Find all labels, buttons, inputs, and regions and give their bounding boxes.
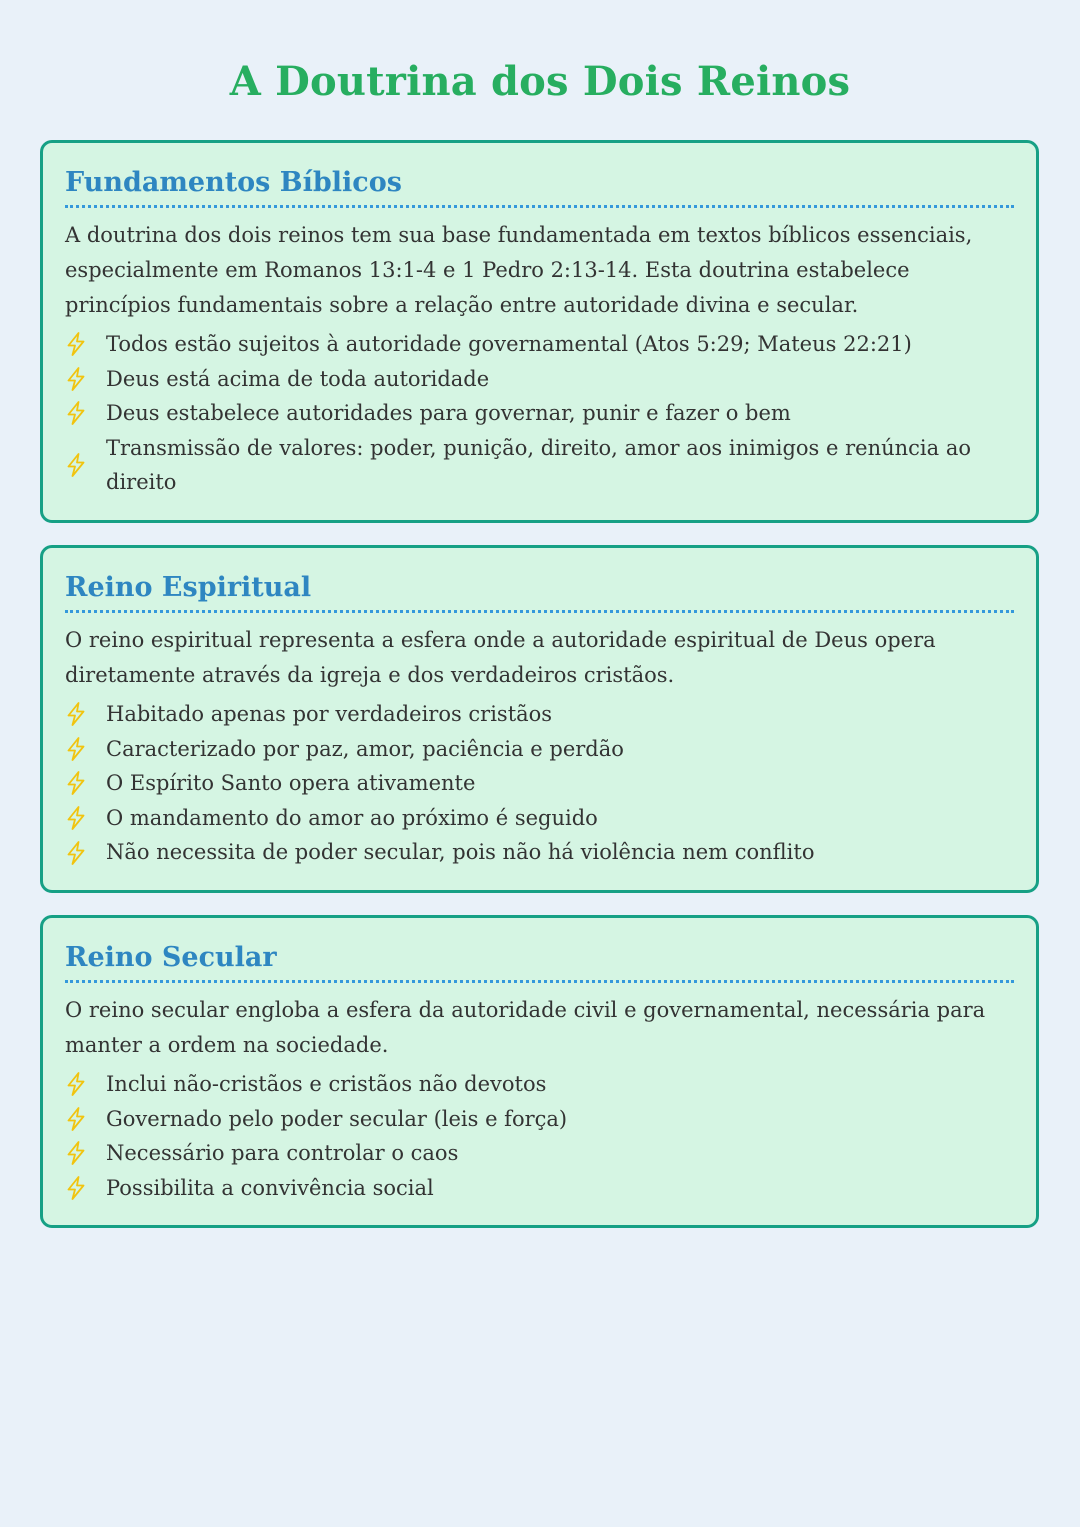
list-item-text: O Espírito Santo opera ativamente xyxy=(106,771,476,796)
lightning-bolt-icon xyxy=(65,1107,87,1131)
list-item-text: Transmissão de valores: poder, punição, direito, amor aos inimigos e renúncia ao direito xyxy=(106,435,971,495)
list-item xyxy=(65,697,1014,732)
lightning-bolt-icon xyxy=(65,453,87,477)
lightning-bolt-icon xyxy=(65,367,87,391)
list-item xyxy=(65,396,1014,431)
list-item-text: Caracterizado por paz, amor, paciência e perdão xyxy=(106,736,624,761)
list-item xyxy=(65,1102,1014,1137)
list-item-text: Inclui não-cristãos e cristãos não devotos xyxy=(106,1071,547,1096)
section-list xyxy=(65,327,1014,500)
section-heading: Reino Espiritual xyxy=(65,570,1014,613)
section-heading: Fundamentos Bíblicos xyxy=(65,165,1014,208)
lightning-bolt-icon xyxy=(65,702,87,726)
lightning-bolt-icon xyxy=(65,1141,87,1165)
list-item xyxy=(65,431,1014,500)
section-card-fundamentos xyxy=(40,140,1039,523)
sections-container xyxy=(40,140,1040,1250)
section-card-reino-secular xyxy=(40,915,1039,1228)
list-item-text: Todos estão sujeitos à autoridade governamental (Atos 5:29; Mateus 22:21) xyxy=(106,332,912,356)
section-list xyxy=(65,1067,1014,1205)
list-item xyxy=(65,766,1014,801)
lightning-bolt-icon xyxy=(65,1176,87,1200)
list-item xyxy=(65,835,1014,870)
section-heading: Reino Secular xyxy=(65,940,1014,983)
page-title: A Doutrina dos Dois Reinos xyxy=(229,58,851,105)
list-item xyxy=(65,732,1014,767)
section-card-reino-espiritual xyxy=(40,545,1039,893)
list-item-text: Deus está acima de toda autoridade xyxy=(106,366,490,391)
list-item-text: Possibilita a convivência social xyxy=(106,1175,434,1200)
list-item xyxy=(65,1136,1014,1171)
list-item xyxy=(65,362,1014,397)
lightning-bolt-icon xyxy=(65,401,87,425)
section-intro: O reino espiritual representa a esfera onde a autoridade espiritual de Deus opera diretamente através da igreja e dos verdadeiros cristãos. xyxy=(65,627,936,687)
lightning-bolt-icon xyxy=(65,332,87,356)
section-intro: A doutrina dos dois reinos tem sua base fundamentada em textos bíblicos essenciais, especialmente em Romanos 13:1-4 e 1 Pedro 2:13-14. Esta doutrina estabelece princípios fundamentais sobre a relação entre autoridade divina e secular. xyxy=(65,223,973,317)
list-item-text: Habitado apenas por verdadeiros cristãos xyxy=(106,701,553,726)
lightning-bolt-icon xyxy=(65,1072,87,1096)
section-intro: O reino secular engloba a esfera da autoridade civil e governamental, necessária para manter a ordem na sociedade. xyxy=(65,997,986,1057)
list-item-text: Não necessita de poder secular, pois não há violência nem conflito xyxy=(106,840,815,865)
list-item-text: O mandamento do amor ao próximo é seguido xyxy=(106,805,598,830)
list-item xyxy=(65,1171,1014,1206)
lightning-bolt-icon xyxy=(65,771,87,795)
list-item xyxy=(65,801,1014,836)
lightning-bolt-icon xyxy=(65,737,87,761)
lightning-bolt-icon xyxy=(65,841,87,865)
list-item-text: Necessário para controlar o caos xyxy=(106,1141,459,1166)
list-item xyxy=(65,327,1014,362)
list-item xyxy=(65,1067,1014,1102)
list-item-text: Deus estabelece autoridades para governar, punir e fazer o bem xyxy=(106,401,791,426)
lightning-bolt-icon xyxy=(65,806,87,830)
section-list xyxy=(65,697,1014,870)
list-item-text: Governado pelo poder secular (leis e força) xyxy=(106,1106,568,1131)
